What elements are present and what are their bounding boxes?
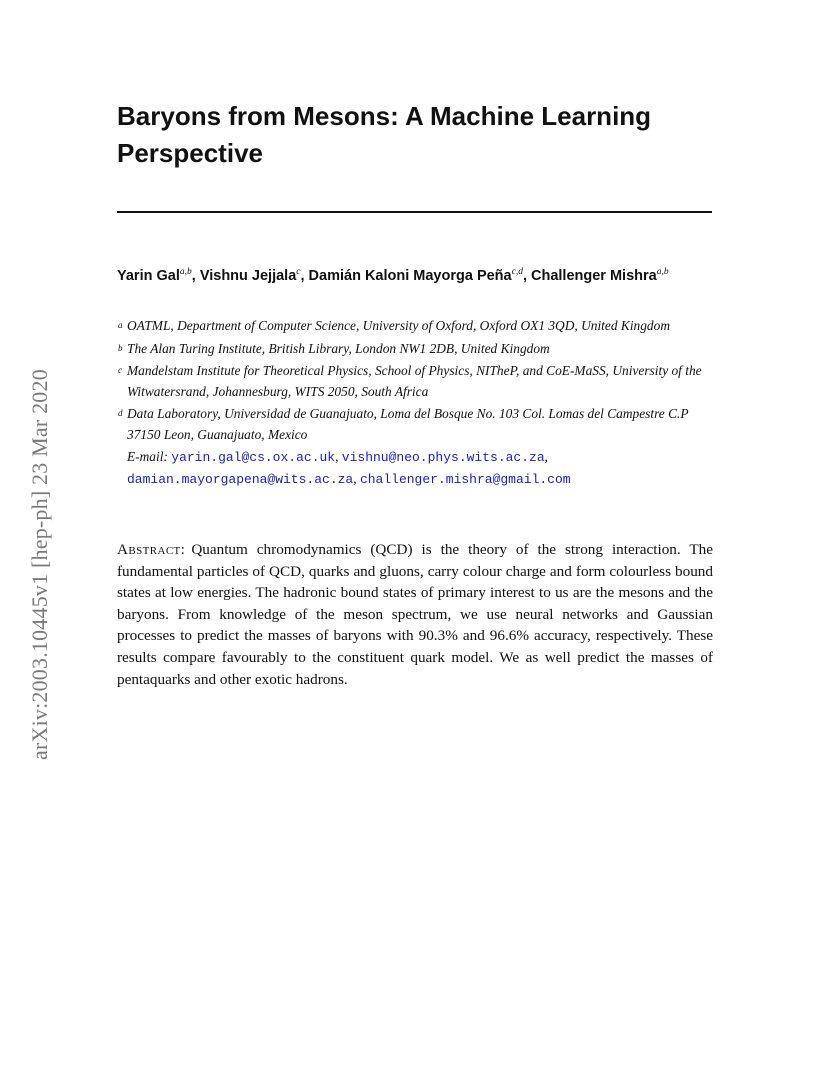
author	[200, 268, 309, 284]
abstract	[117, 539, 713, 690]
email-block	[117, 447, 717, 490]
affiliation-list	[117, 316, 717, 490]
affiliation	[117, 361, 717, 402]
affiliation	[117, 339, 717, 360]
affiliation-text: OATML, Department of Computer Science, University of Oxford, Oxford OX1 3QD, United Kingdom	[127, 318, 670, 333]
email-link[interactable]: damian.mayorgapena@wits.ac.za	[127, 471, 354, 487]
affiliation	[117, 404, 717, 445]
title-divider	[117, 211, 712, 213]
author-name: Challenger Mishra	[531, 268, 657, 284]
author-separator: ,	[191, 268, 200, 284]
affiliation-mark: b	[118, 342, 123, 353]
author-name: Vishnu Jejjala	[199, 268, 297, 284]
email-separator: ,	[353, 470, 360, 486]
paper-title: Baryons from Mesons: A Machine Learning Perspective	[117, 101, 652, 168]
arxiv-identifier-stamp	[20, 280, 60, 760]
author-affiliation-mark: c	[296, 267, 301, 278]
affiliation-mark: a	[118, 320, 123, 330]
author-name: Damián Kaloni Mayorga Peña	[308, 268, 512, 284]
author	[531, 268, 669, 284]
email-link[interactable]: challenger.mishra@gmail.com	[359, 471, 571, 487]
affiliation-mark: c	[118, 365, 122, 375]
arxiv-identifier-text: arXiv:2003.10445v1 [hep-ph] 23 Mar 2020	[27, 369, 52, 760]
author-list	[117, 266, 717, 287]
author-affiliation-mark: a,b	[179, 267, 192, 278]
author	[309, 268, 531, 284]
author	[117, 268, 200, 284]
affiliation-text: The Alan Turing Institute, British Library, London NW1 2DB, United Kingdom	[127, 340, 550, 356]
author-separator: ,	[522, 268, 532, 284]
affiliation-text: Data Laboratory, Universidad de Guanajuato, Loma del Bosque No. 103 Col. Lomas del Campestre C.P 37150 Leon, Guanajuato, Mexico	[127, 406, 689, 442]
author-separator: ,	[300, 268, 309, 284]
author-affiliation-mark: a,b	[656, 267, 669, 278]
email-separator: ,	[335, 449, 342, 464]
email-link[interactable]: vishnu@neo.phys.wits.ac.za	[341, 450, 545, 465]
affiliation-text: Mandelstam Institute for Theoretical Physics, School of Physics, NITheP, and CoE-MaSS, University of the Witwatersrand, Johannesburg, WITS 2050, South Africa	[127, 363, 702, 399]
author-affiliation-mark: c,d	[511, 267, 523, 278]
affiliation	[117, 316, 717, 337]
email-separator: ,	[544, 449, 548, 464]
abstract-label: Abstract:	[117, 541, 186, 558]
email-link[interactable]: yarin.gal@cs.ox.ac.uk	[171, 450, 336, 465]
author-name: Yarin Gal	[117, 268, 180, 284]
email-label: E-mail:	[127, 449, 168, 464]
abstract-text: Quantum chromodynamics (QCD) is the theory of the strong interaction. The fundamental particles of QCD, quarks and gluons, carry colour charge and form colourless bound states at low energies. The hadronic bound states of primary interest to us are the mesons and the baryons. From knowledge of the meson spectrum, we use neural networks and Gaussian processes to predict the masses of baryons with 90.3% and 96.6% accuracy, respectively. These results compare favourably to the constituent quark model. We as well predict the masses of pentaquarks and other exotic hadrons.	[117, 541, 713, 688]
affiliation-mark: d	[118, 408, 123, 418]
